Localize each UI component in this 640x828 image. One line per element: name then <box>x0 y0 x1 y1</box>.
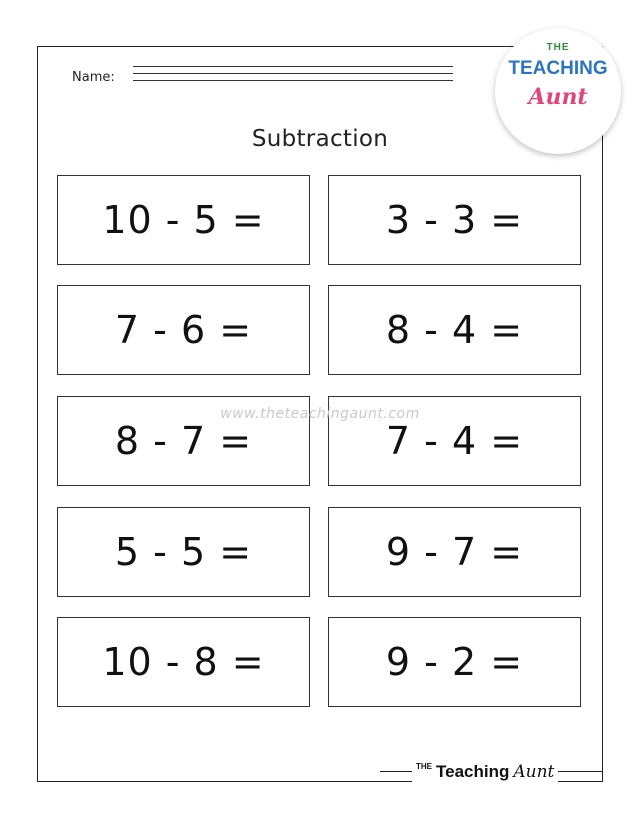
problem-box: 7 - 4 = <box>328 396 581 486</box>
problem-box: 7 - 6 = <box>57 285 310 375</box>
problem-box: 10 - 5 = <box>57 175 310 265</box>
footer-aunt-text: Aunt <box>513 762 555 782</box>
problem-box: 8 - 4 = <box>328 285 581 375</box>
name-line <box>133 66 453 67</box>
page-title: Subtraction <box>251 126 389 152</box>
footer-the-text: THE <box>416 762 432 771</box>
name-label: Name: <box>72 70 115 85</box>
problem-box: 8 - 7 = <box>57 396 310 486</box>
problem-box: 9 - 2 = <box>328 617 581 707</box>
logo-teaching-text: TEACHING <box>508 58 608 79</box>
footer-teaching-text: Teaching <box>436 762 510 781</box>
watermark-url: www.theteachingaunt.com <box>220 406 420 422</box>
problem-box: 5 - 5 = <box>57 507 310 597</box>
name-line <box>133 73 453 74</box>
problem-box: 9 - 7 = <box>328 507 581 597</box>
problem-box: 3 - 3 = <box>328 175 581 265</box>
name-line <box>133 80 453 81</box>
logo-the-text: THE <box>546 42 570 53</box>
footer-brand <box>412 762 558 782</box>
problem-box: 10 - 8 = <box>57 617 310 707</box>
name-writing-lines <box>133 66 453 87</box>
logo-aunt-text: Aunt <box>528 84 588 110</box>
